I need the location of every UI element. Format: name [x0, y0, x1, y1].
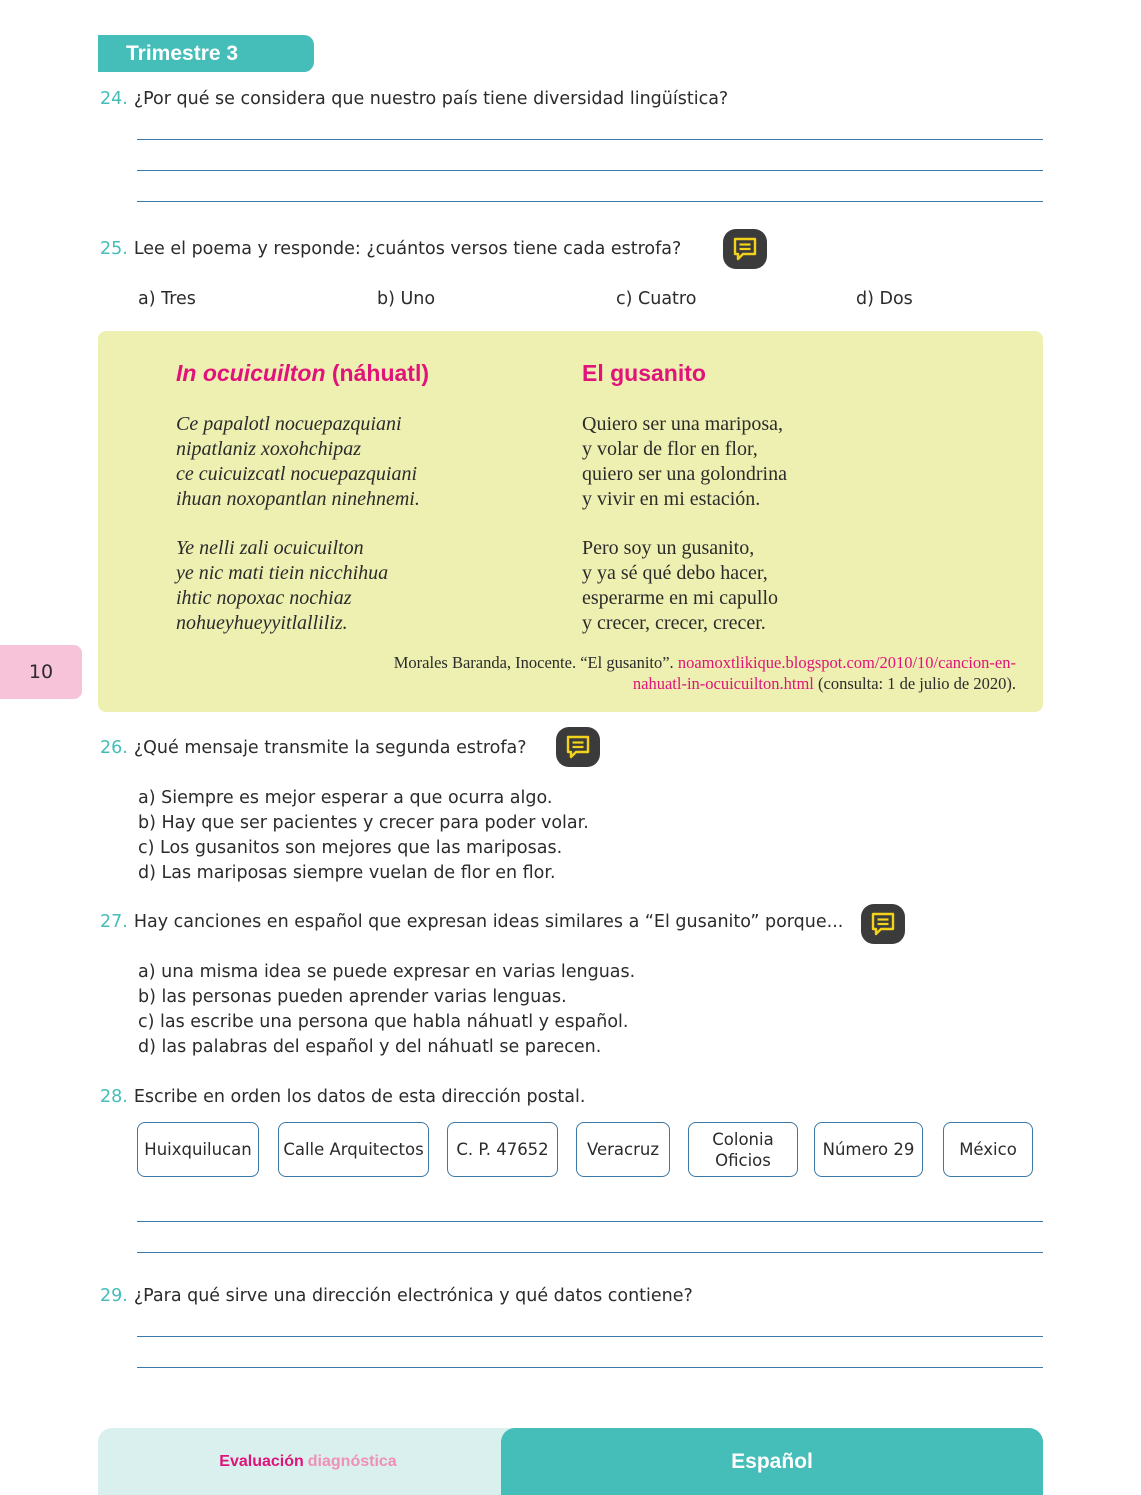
question-text: Hay canciones en español que expresan ideas similares a “El gusanito” porque...	[133, 912, 844, 932]
option-a[interactable]: a) una misma idea se puede expresar en varias lenguas.	[138, 962, 636, 982]
option-a[interactable]: a) Siempre es mejor esperar a que ocurra algo.	[138, 788, 553, 808]
address-chip[interactable]: Colonia Oficios	[688, 1122, 798, 1177]
verse: y vivir en mi estación.	[582, 488, 761, 510]
question-number: 28.	[100, 1087, 128, 1107]
question-number: 24.	[100, 89, 128, 109]
answer-line[interactable]	[137, 1221, 1043, 1222]
poem-source: Morales Baranda, Inocente. “El gusanito”. noamoxtlikique.blogspot.com/2010/10/cancion-en- nahuatl-in-ocuicuilton.html (consulta: 1 de julio de 2020).	[393, 653, 1016, 693]
question-26	[100, 738, 527, 758]
poem-title-nahuatl: In ocuicuilton (náhuatl)	[176, 360, 429, 386]
verse: Quiero ser una mariposa,	[582, 413, 784, 435]
answer-line[interactable]	[137, 139, 1043, 140]
address-chip[interactable]: México	[943, 1122, 1033, 1177]
verse: ye nic mati tiein nicchihua	[176, 562, 389, 584]
question-27	[100, 912, 843, 932]
question-text: Lee el poema y responde: ¿cuántos versos tiene cada estrofa?	[133, 239, 682, 259]
question-number: 26.	[100, 738, 128, 758]
speech-bubble-icon	[861, 904, 905, 944]
spanish-stanza-2	[582, 536, 778, 636]
page-number: 10	[0, 645, 82, 699]
source-link[interactable]: nahuatl-in-ocuicuilton.html	[632, 674, 814, 693]
verse: y crecer, crecer, crecer.	[582, 612, 766, 634]
option-a[interactable]: a) Tres	[138, 289, 196, 309]
verse: nipatlaniz xoxohchipaz	[176, 438, 361, 460]
question-24	[100, 89, 728, 109]
option-d[interactable]: d) Las mariposas siempre vuelan de flor en flor.	[138, 863, 556, 883]
option-d[interactable]: d) las palabras del español y del náhuatl se parecen.	[138, 1037, 602, 1057]
question-number: 29.	[100, 1286, 128, 1306]
verse: Ce papalotl nocuepazquiani	[176, 413, 402, 435]
poem-title-spanish: El gusanito	[582, 360, 706, 386]
answer-line[interactable]	[137, 1336, 1043, 1337]
verse: nohueyhueyyitlalliliz.	[176, 612, 348, 634]
question-text: ¿Para qué sirve una dirección electrónica y qué datos contiene?	[133, 1286, 693, 1306]
verse: quiero ser una golondrina	[582, 463, 787, 485]
address-chip[interactable]: Veracruz	[576, 1122, 670, 1177]
verse: ihuan noxopantlan ninehnemi.	[176, 488, 420, 510]
footer-evaluation: Evaluación diagnóstica	[98, 1428, 518, 1495]
option-b[interactable]: b) Hay que ser pacientes y crecer para poder volar.	[138, 813, 589, 833]
verse: y volar de flor en flor,	[582, 438, 758, 460]
speech-bubble-icon	[723, 229, 767, 269]
option-c[interactable]: c) las escribe una persona que habla náhuatl y español.	[138, 1012, 629, 1032]
verse: esperarme en mi capullo	[582, 587, 779, 609]
address-chip[interactable]: Número 29	[814, 1122, 923, 1177]
nahuatl-stanza-2	[176, 536, 388, 636]
question-text: ¿Por qué se considera que nuestro país tiene diversidad lingüística?	[133, 89, 729, 109]
footer-subject: Español	[501, 1428, 1043, 1495]
answer-line[interactable]	[137, 201, 1043, 202]
question-28	[100, 1087, 585, 1107]
answer-line[interactable]	[137, 1367, 1043, 1368]
question-text: ¿Qué mensaje transmite la segunda estrofa?	[133, 738, 527, 758]
source-link[interactable]: noamoxtlikique.blogspot.com/2010/10/cancion-en-	[677, 653, 1016, 672]
question-number: 25.	[100, 239, 128, 259]
verse: ihtic nopoxac nochiaz	[176, 587, 352, 609]
verse: ce cuicuizcatl nocuepazquiani	[176, 463, 418, 485]
verse: y ya sé qué debo hacer,	[582, 562, 768, 584]
address-chip[interactable]: Calle Arquitectos	[278, 1122, 429, 1177]
verse: Ye nelli zali ocuicuilton	[176, 537, 364, 559]
verse: Pero soy un gusanito,	[582, 537, 755, 559]
question-number: 27.	[100, 912, 128, 932]
trimester-tab: Trimestre 3	[98, 35, 314, 72]
address-chip[interactable]: C. P. 47652	[447, 1122, 558, 1177]
nahuatl-stanza-1	[176, 412, 420, 512]
option-d[interactable]: d) Dos	[856, 289, 913, 309]
option-b[interactable]: b) Uno	[377, 289, 436, 309]
question-29	[100, 1286, 693, 1306]
spanish-stanza-1	[582, 412, 787, 512]
option-c[interactable]: c) Cuatro	[616, 289, 697, 309]
answer-line[interactable]	[137, 1252, 1043, 1253]
option-c[interactable]: c) Los gusanitos son mejores que las mariposas.	[138, 838, 563, 858]
option-b[interactable]: b) las personas pueden aprender varias lenguas.	[138, 987, 567, 1007]
question-25	[100, 239, 681, 259]
answer-line[interactable]	[137, 170, 1043, 171]
speech-bubble-icon	[556, 727, 600, 767]
question-text: Escribe en orden los datos de esta dirección postal.	[133, 1087, 586, 1107]
address-chip[interactable]: Huixquilucan	[137, 1122, 259, 1177]
